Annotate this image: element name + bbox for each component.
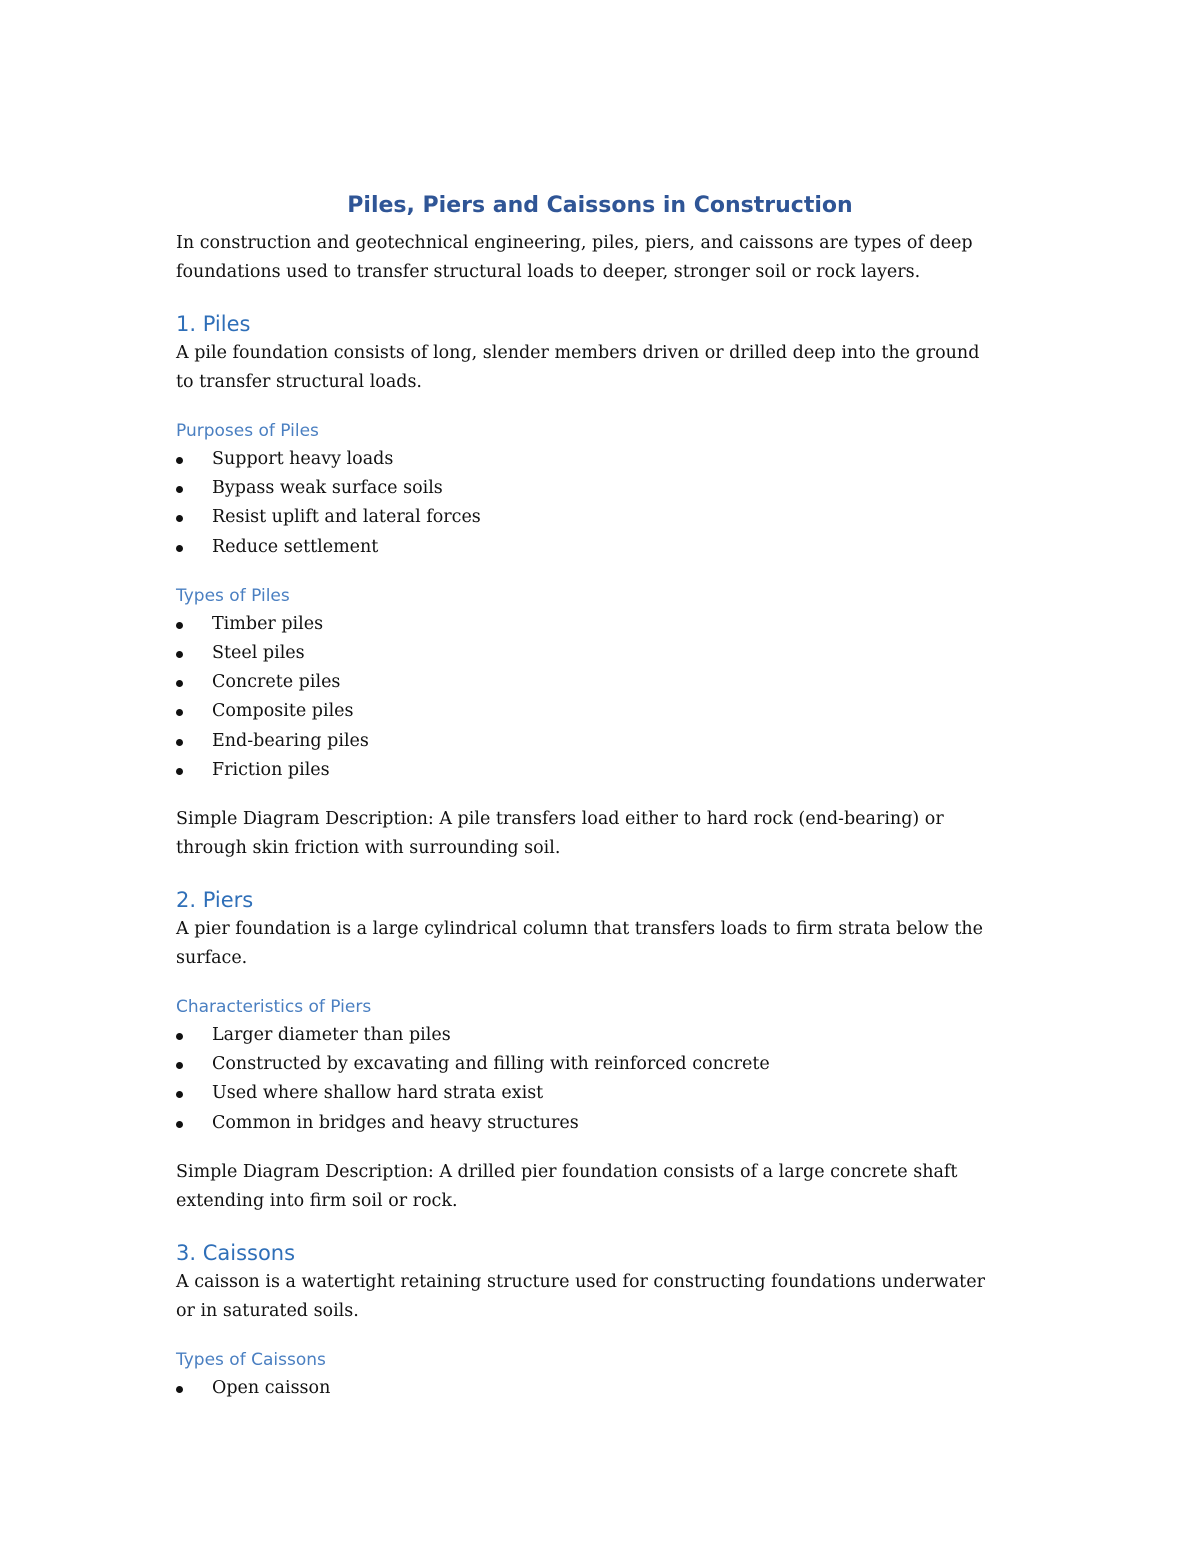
- list-item: [176, 445, 1024, 474]
- section-heading-piers: 2. Piers: [176, 888, 254, 913]
- list-item-text: Open caisson: [212, 1377, 331, 1398]
- bullet-icon: [176, 1121, 183, 1128]
- subheading-characteristics-of-piers: Characteristics of Piers: [176, 997, 372, 1018]
- list-item: [176, 756, 1024, 785]
- piers-diagram-line-2: extending into firm soil or rock.: [176, 1190, 458, 1211]
- list-item-text: Used where shallow hard strata exist: [212, 1083, 544, 1104]
- intro-line-2: foundations used to transfer structural loads to deeper, stronger soil or rock layers.: [176, 262, 921, 282]
- list-item: [176, 1109, 1024, 1138]
- document-page: [176, 190, 1024, 1403]
- list-item: [176, 1021, 1024, 1050]
- bullet-icon: [176, 622, 183, 629]
- piles-description-line-1: A pile foundation consists of long, slender members driven or drilled deep into the ground: [176, 343, 980, 363]
- list-item-text: Friction piles: [212, 759, 330, 780]
- caissons-description-line-1: A caisson is a watertight retaining structure used for constructing foundations underwater: [176, 1271, 985, 1292]
- bullet-icon: [176, 739, 183, 746]
- purposes-of-piles-list: [176, 445, 1024, 562]
- list-item-text: Steel piles: [212, 643, 305, 664]
- bullet-icon: [176, 768, 183, 775]
- intro-line-1: In construction and geotechnical engineering, piles, piers, and caissons are types of deep: [176, 233, 973, 253]
- bullet-icon: [176, 1386, 183, 1393]
- piles-diagram-line-1: Simple Diagram Description: A pile transfers load either to hard rock (end-bearing) or: [176, 809, 944, 830]
- list-item-text: Support heavy loads: [212, 449, 394, 469]
- bullet-icon: [176, 486, 183, 493]
- piers-description-line-2: surface.: [176, 948, 248, 969]
- types-of-caissons-list: [176, 1374, 1024, 1403]
- list-item: [176, 474, 1024, 503]
- piles-description-line-2: to transfer structural loads.: [176, 372, 422, 392]
- document-title: Piles, Piers and Caissons in Construction: [347, 193, 853, 218]
- list-item-text: Larger diameter than piles: [212, 1025, 451, 1046]
- list-item-text: Reduce settlement: [212, 536, 379, 557]
- list-item: [176, 1079, 1024, 1108]
- subheading-types-of-caissons: Types of Caissons: [176, 1349, 326, 1370]
- list-item: [176, 610, 1024, 639]
- list-item-text: Bypass weak surface soils: [212, 478, 443, 499]
- piers-description-line-1: A pier foundation is a large cylindrical column that transfers loads to firm strata below the: [176, 919, 983, 940]
- subheading-purposes-of-piles: Purposes of Piles: [176, 421, 319, 441]
- list-item: [176, 1374, 1024, 1403]
- characteristics-of-piers-list: [176, 1021, 1024, 1138]
- bullet-icon: [176, 1033, 183, 1040]
- section-heading-caissons: 3. Caissons: [176, 1240, 296, 1265]
- bullet-icon: [176, 1091, 183, 1098]
- bullet-icon: [176, 709, 183, 716]
- caissons-description-line-2: or in saturated soils.: [176, 1300, 359, 1321]
- list-item-text: Timber piles: [212, 613, 324, 634]
- list-item: [176, 668, 1024, 697]
- section-heading-piles: 1. Piles: [176, 312, 251, 336]
- list-item: [176, 639, 1024, 668]
- list-item: [176, 533, 1024, 562]
- list-item: [176, 503, 1024, 532]
- list-item-text: Common in bridges and heavy structures: [212, 1112, 579, 1133]
- list-item: [176, 697, 1024, 726]
- list-item: [176, 1050, 1024, 1079]
- piers-diagram-line-1: Simple Diagram Description: A drilled pier foundation consists of a large concrete shaft: [176, 1161, 958, 1182]
- list-item-text: Constructed by excavating and filling with reinforced concrete: [212, 1054, 770, 1075]
- list-item-text: Resist uplift and lateral forces: [212, 507, 481, 528]
- bullet-icon: [176, 680, 183, 687]
- bullet-icon: [176, 515, 183, 522]
- list-item-text: Concrete piles: [212, 672, 341, 693]
- list-item-text: Composite piles: [212, 701, 354, 722]
- piles-diagram-line-2: through skin friction with surrounding soil.: [176, 838, 561, 859]
- bullet-icon: [176, 651, 183, 658]
- types-of-piles-list: [176, 610, 1024, 785]
- bullet-icon: [176, 1062, 183, 1069]
- subheading-types-of-piles: Types of Piles: [176, 585, 290, 606]
- bullet-icon: [176, 545, 183, 552]
- list-item: [176, 727, 1024, 756]
- list-item-text: End-bearing piles: [212, 730, 369, 751]
- bullet-icon: [176, 457, 183, 464]
